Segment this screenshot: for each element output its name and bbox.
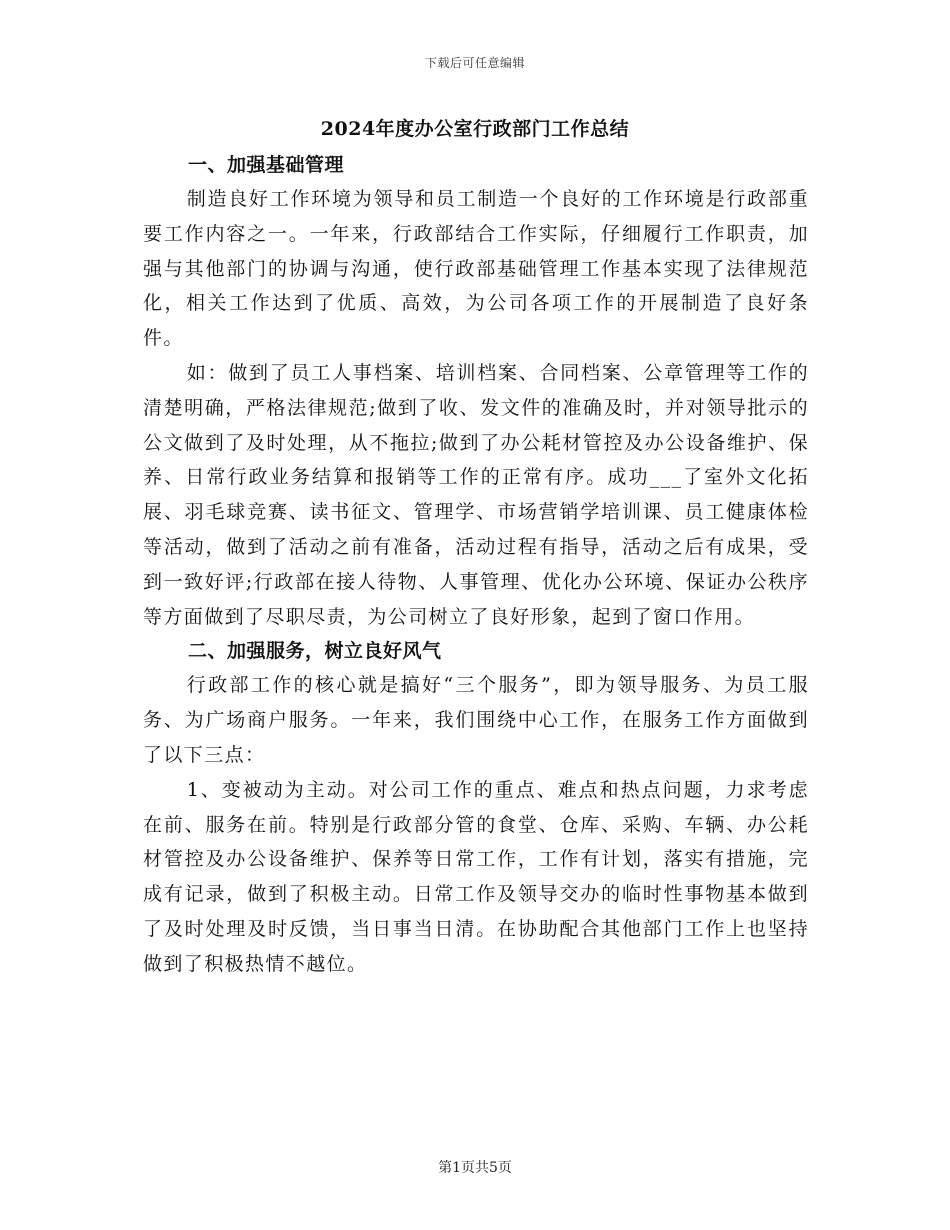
paragraph-1: 制造良好工作环境为领导和员工制造一个良好的工作环境是行政部重要工作内容之一。一年来，行政部结合工作实际，仔细履行工作职责，加强与其他部门的协调与沟通，使行政部基础管理工作基本实现了法律规范化，相关工作达到了优质、高效，为公司各项工作的开展制造了良好条件。 (143, 188, 809, 350)
section-heading-1: 一、加强基础管理 (188, 154, 345, 176)
header-note: 下载后可任意编辑 (424, 56, 525, 70)
page-number: 第1页共5页 (438, 1160, 512, 1176)
paragraph-4: 1、变被动为主动。对公司工作的重点、难点和热点问题，力求考虑在前、服务在前。特别是行政部分管的食堂、仓库、采购、车辆、办公耗材管控及办公设备维护、保养等日常工作，工作有计划，落实有措施，完成有记录，做到了积极主动。日常工作及领导交办的临时性事物基本做到了及时处理及时反馈，当日事当日清。在协助配合其他部门工作上也坚持做到了积极热情不越位。 (143, 778, 809, 975)
section-heading-2: 二、加强服务，树立良好风气 (188, 640, 442, 663)
paragraph-3: 行政部工作的核心就是搞好“三个服务”，即为领导服务、为员工服务、为广场商户服务。一年来，我们围绕中心工作，在服务工作方面做到了以下三点： (143, 674, 809, 766)
paragraph-2: 如：做到了员工人事档案、培训档案、合同档案、公章管理等工作的清楚明确，严格法律规范;做到了收、发文件的准确及时，并对领导批示的公文做到了及时处理，从不拖拉;做到了办公耗材管控及办公设备维护、保养、日常行政业务结算和报销等工作的正常有序。成功___了室外文化拓展、羽毛球竞赛、读书征文、管理学、市场营销学培训课、员工健康体检等活动，做到了活动之前有准备，活动过程有指导，活动之后有成果，受到一致好评;行政部在接人待物、人事管理、优化办公环境、保证办公秩序等方面做到了尽职尽责，为公司树立了良好形象，起到了窗口作用。 (143, 361, 809, 628)
document-title: 2024年度办公室行政部门工作总结 (320, 118, 630, 140)
document-body (143, 148, 809, 982)
